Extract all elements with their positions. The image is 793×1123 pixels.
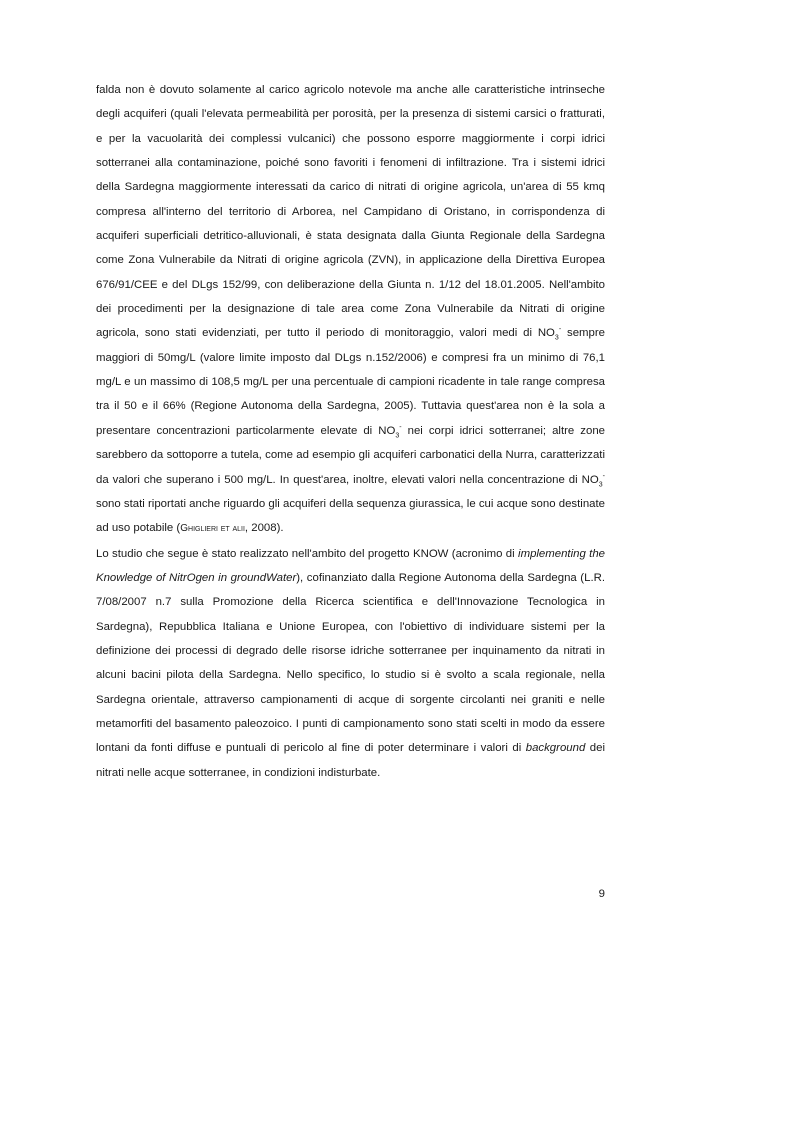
page-number: 9 [598,888,605,900]
citation-authors: Ghiglieri et alii [180,523,245,535]
nitrate-formula: $NO_3^-$ [537,326,562,342]
background-term-italic: background [525,742,586,755]
paragraph-2-segment-1: Lo studio che segue è stato realizzato nell'ambito del progetto KNOW (acronimo di [96,547,519,560]
paragraph-nitrate-vulnerability [96,78,605,542]
paragraph-2-segment-2: ), cofinanziato dalla Regione Autonoma della Sardegna (L.R. 7/08/2007 n.7 sulla Promozione della Ricerca scientifica e dell'Innovazione Tecnologica in Sardegna), Repubblica Italiana e Unione Europea, con l'obiettivo di individuare sistemi per la definizione dei processi di degrado delle risorse idriche sotterranee per inquinamento da nitrati in alcuni bacini pilota della Sardegna. Nello specifico, lo studio si è svolto a scala regionale, nella Sardegna orientale, attraverso campionamenti di acque di sorgente circolanti nei graniti e nelle metamorfiti del basamento paleozoico. I punti di campionamento sono stati scelti in modo da essere lontani da fonti diffuse e puntuali di pericolo al fine di poter determinare i valori di [96,571,605,755]
project-name-italic: implementing the Knowledge of NitrOgen in groundWater [96,547,605,584]
paragraph-1-segment-2: sempre maggiori di 50mg/L (valore limite imposto dal DLgs n.152/2006) e compresi fra un minimo di 76,1 mg/L e un massimo di 108,5 mg/L per una percentuale di campioni ricadente in tale range compresa tra il 50 e il 66% (Regione Autonoma della Sardegna, 2005). Tuttavia quest'area non è la sola a presentare concentrazioni particolarmente elevate di [96,327,605,437]
body-text [96,78,605,785]
paragraph-1-segment-1: falda non è dovuto solamente al carico agricolo notevole ma anche alle caratteristiche intrinseche degli acquiferi (quali l'elevata permeabilità per porosità, per la presenza di sistemi carsici o fratturati, e per la vacuolarità dei complessi vulcanici) che possono esporre maggiormente i corpi idrici sotterranei alla contaminazione, poiché sono favoriti i fenomeni di infiltrazione. Tra i sistemi idrici della Sardegna maggiormente interessati da carico di nitrati di origine agricola, un'area di 55 kmq compresa all'interno del territorio di Arborea, nel Campidano di Oristano, in corrispondenza di acquiferi superficiali detritico-alluvionali, è stata designata dalla Giunta Regionale della Sardegna come Zona Vulnerabile da Nitrati di origine agricola (ZVN), in applicazione della Direttiva Europea 676/91/CEE e del DLgs 152/99, con deliberazione della Giunta n. 1/12 del 18.01.2005. Nell'ambito dei procedimenti per la designazione di tale area come Zona Vulnerabile da Nitrati di origine agricola, sono stati evidenziati, per tutto il periodo di monitoraggio, valori medi di [96,84,605,340]
nitrate-formula: $NO_3^-$ [581,472,605,488]
paragraph-2-segment-3: dei nitrati nelle acque sotterranee, in condizioni indisturbate. [96,742,605,779]
paragraph-1-segment-3: nei corpi idrici sotterranei; altre zone sarebbero da sottoporre a tutela, come ad esempio gli acquiferi carbonatici della Nurra, caratterizzati da valori che superano i 500 mg/L. In quest'area, inoltre, elevati valori nella concentrazione di [96,424,605,486]
paragraph-know-project [96,542,605,785]
paragraph-1-segment-4: sono stati riportati anche riguardo gli acquiferi della sequenza giurassica, le cui acque sono destinate ad uso potabile ( [96,497,605,535]
paragraph-1-segment-5: , 2008). [244,522,284,535]
nitrate-formula: $NO_3^-$ [378,424,402,440]
